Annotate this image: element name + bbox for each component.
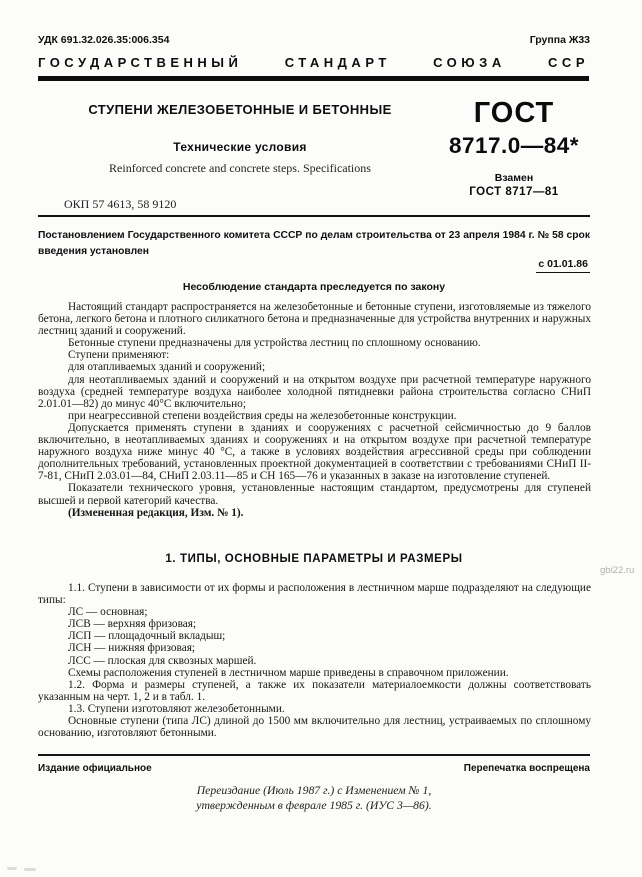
- header-rule: [38, 76, 589, 81]
- paragraph: Ступени применяют:: [68, 349, 170, 362]
- paragraph: для неотапливаемых зданий и сооружений и на открытом воздухе при расчетной температуре наружного воздуха (средней температуре воздуха наиболее холодной пятидневки района строительства согласно СНиП 2.01.01—82) до минус 40°С включительно;: [38, 373, 591, 410]
- gost-label: ГОСТ: [473, 97, 555, 129]
- document-title: СТУПЕНИ ЖЕЛЕЗОБЕТОННЫЕ И БЕТОННЫЕ: [88, 102, 392, 117]
- reissue-note-line: Переиздание (Июль 1987 г.) с Изменением № 1,: [196, 784, 432, 797]
- decree-paragraph: Постановлением Государственного комитета СССР по делам строительства от 23 апреля 1984 г. № 58 срок введения установлен: [38, 230, 590, 257]
- group-code: Группа Ж33: [529, 34, 590, 46]
- replaces-label: Взамен: [494, 171, 534, 184]
- document-subtitle: Технические условия: [173, 140, 307, 154]
- udk-code: УДК 691.32.026.35:006.354: [38, 34, 170, 46]
- list-item: ЛС — основная;: [68, 606, 148, 619]
- official-edition-label: Издание официальное: [38, 763, 152, 774]
- reissue-note-line: утвержденным в феврале 1985 г. (ИУС 3—86).: [196, 799, 432, 812]
- effective-date: с 01.01.86: [536, 258, 590, 273]
- banner-word: СТАНДАРТ: [284, 55, 391, 70]
- intro-text-block: [38, 301, 591, 519]
- footer-rule: [38, 754, 590, 756]
- paragraph: при неагрессивной степени воздействия среды на железобетонные конструкции.: [68, 409, 457, 422]
- section-1-text-block: [38, 582, 591, 739]
- reissue-note: [38, 783, 590, 813]
- state-standard-banner: [38, 55, 589, 70]
- law-notice: Несоблюдение стандарта преследуется по закону: [182, 281, 446, 293]
- site-watermark: gbi22.ru: [600, 565, 635, 576]
- banner-word: СОЮЗА: [433, 55, 506, 70]
- amendment-note: (Измененная редакция, Изм. № 1).: [68, 506, 244, 519]
- list-item: ЛСН — нижняя фризовая;: [68, 642, 196, 655]
- scan-artifact: [24, 868, 36, 871]
- paragraph: Бетонные ступени предназначены для устройства лестниц по сплошному основанию.: [68, 337, 481, 350]
- paragraph: 1.1. Ступени в зависимости от их формы и расположения в лестничном марше подразделяют на следующие типы:: [38, 582, 591, 607]
- list-item: ЛСВ — верхняя фризовая;: [68, 618, 197, 631]
- list-item: ЛСП — площадочный вкладыш;: [68, 630, 226, 643]
- divider-rule: [38, 215, 590, 217]
- section-1-heading: 1. ТИПЫ, ОСНОВНЫЕ ПАРАМЕТРЫ И РАЗМЕРЫ: [165, 553, 463, 565]
- paragraph: Основные ступени (типа ЛС) длиной до 1500 мм включительно для лестниц, устраиваемых по сплошному основанию, изготовляют бетонными.: [38, 715, 591, 740]
- paragraph: 1.3. Ступени изготовляют железобетонными.: [68, 702, 285, 715]
- paragraph: Схемы расположения ступеней в лестничном марше приведены в справочном приложении.: [68, 666, 509, 679]
- gost-number: 8717.0—84*: [448, 133, 580, 158]
- paragraph: Настоящий стандарт распространяется на железобетонные и бетонные ступени, изготовляемые из тяжелого бетона, легкого бетона и плотного силикатного бетона и предназначенные для устройства внутренних и наружных лестниц зданий и сооружений.: [38, 301, 591, 338]
- document-subtitle-english: Reinforced concrete and concrete steps. Specifications: [109, 161, 371, 175]
- okp-codes: ОКП 57 4613, 58 9120: [64, 197, 177, 211]
- list-item: ЛСС — плоская для сквозных маршей.: [68, 654, 257, 667]
- footer-row: [38, 763, 590, 774]
- title-block: [40, 102, 440, 176]
- udk-row: [38, 34, 590, 46]
- banner-word: ГОСУДАРСТВЕННЫЙ: [38, 55, 243, 70]
- paragraph: Показатели технического уровня, установленные настоящим стандартом, предусмотрены для ступеней высшей и первой категорий качества.: [38, 482, 591, 507]
- gost-designation-block: [438, 99, 590, 198]
- banner-word: ССР: [548, 55, 589, 70]
- reprint-forbidden-label: Перепечатка воспрещена: [463, 763, 590, 774]
- scan-artifact: [7, 867, 17, 870]
- paragraph: 1.2. Форма и размеры ступеней, а также их показатели материалоемкости должны соответствовать указанным на черт. 1, 2 и в табл. 1.: [38, 678, 591, 703]
- paragraph: для отапливаемых зданий и сооружений;: [68, 361, 266, 374]
- paragraph: Допускается применять ступени в зданиях и сооружениях с расчетной сейсмичностью до 9 баллов включительно, в неотапливаемых зданиях и сооружениях и на открытом воздухе при расчетной температуре наружного воздуха ниже минус 40 °С, а также в условиях воздействия агрессивной среды при соблюдении дополнительных требований, установленных проектной документацией в соответствии с требованиями СНиП II-7-81, СНиП 2.03.01—84, СНиП 2.03.11—85 и СН 165—76 и указанных в заказе на изготовление ступеней.: [38, 421, 591, 483]
- replaces-value: ГОСТ 8717—81: [469, 185, 559, 198]
